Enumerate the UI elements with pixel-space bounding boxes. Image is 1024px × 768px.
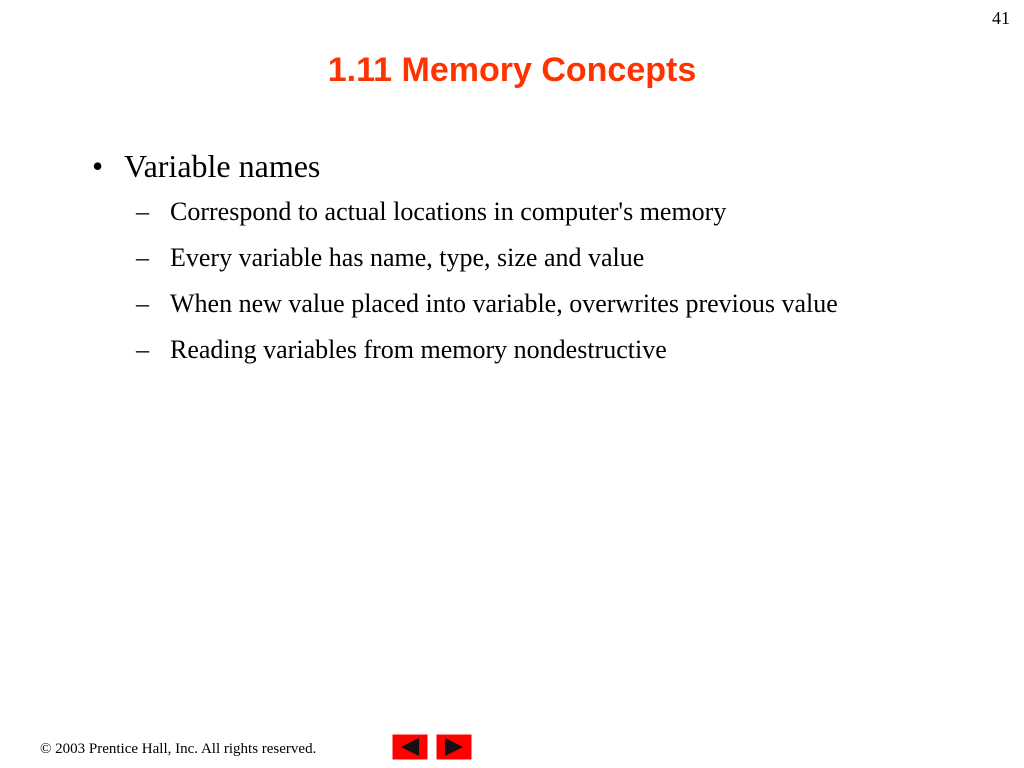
sub-bullet-marker: –	[136, 289, 149, 318]
sub-bullet-text: When new value placed into variable, overwrites previous value	[170, 289, 838, 318]
sub-bullet-marker: –	[136, 197, 149, 226]
sub-bullet-text: Reading variables from memory nondestructive	[170, 335, 667, 364]
bullet-text: Variable names	[124, 148, 321, 184]
sub-bullet-item	[136, 286, 932, 322]
triangle-left-icon	[392, 734, 428, 760]
sub-bullet-text: Correspond to actual locations in computer's memory	[170, 197, 727, 226]
sub-bullet-text: Every variable has name, type, size and value	[170, 243, 645, 272]
sub-bullet-item	[136, 332, 932, 368]
slide-title: 1.11 Memory Concepts	[327, 51, 697, 89]
sub-bullet-marker: –	[136, 335, 149, 364]
slide-navigation	[392, 734, 472, 760]
sub-bullet-item	[136, 240, 932, 276]
previous-slide-button[interactable]	[392, 734, 428, 760]
sub-bullet-marker: –	[136, 243, 149, 272]
triangle-right-icon	[436, 734, 472, 760]
next-slide-button[interactable]	[436, 734, 472, 760]
bullet-item	[92, 146, 932, 186]
copyright-footer: © 2003 Prentice Hall, Inc. All rights reserved.	[40, 741, 317, 757]
bullet-marker: •	[92, 148, 104, 184]
sub-bullet-item	[136, 194, 932, 230]
slide-number: 41	[992, 8, 1010, 28]
slide-content	[92, 146, 932, 378]
